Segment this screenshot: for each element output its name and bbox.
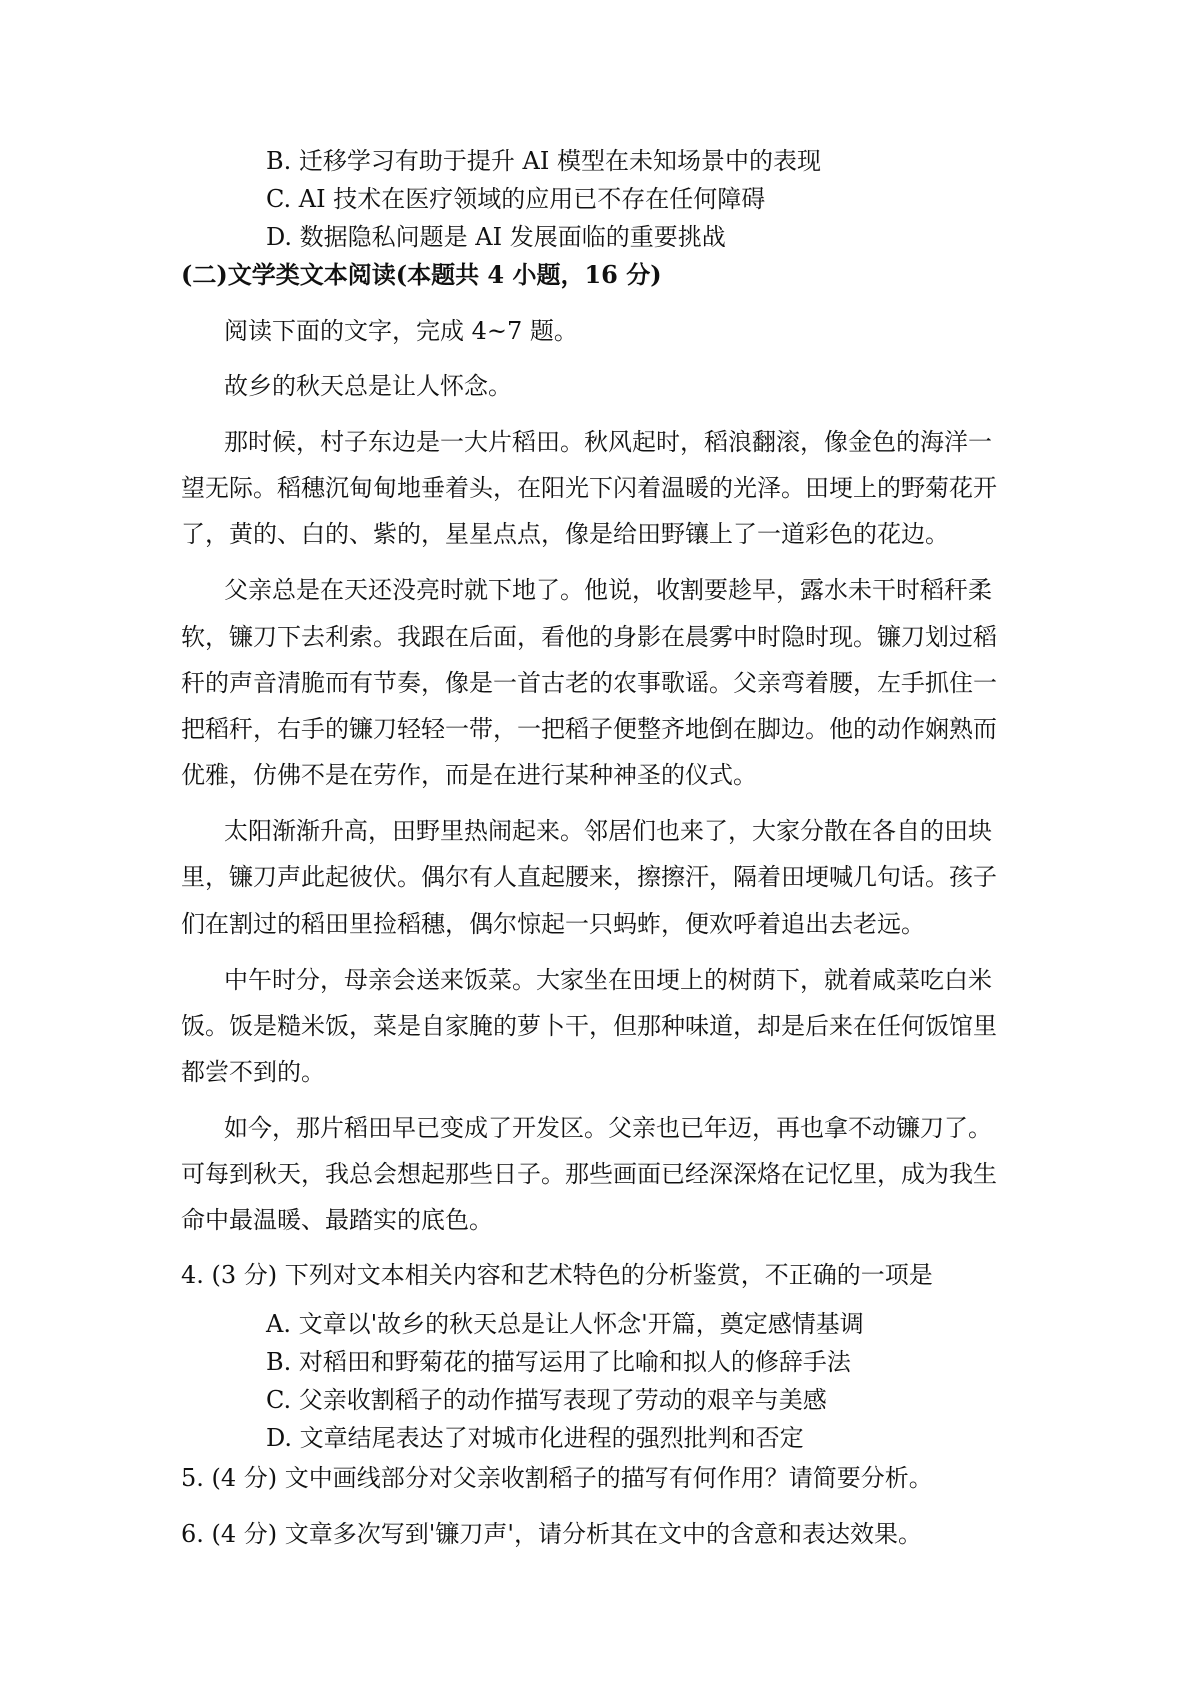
passage-p6-line1: 如今，那片稻田早已变成了开发区。父亲也已年迈，再也拿不动镰刀了。 — [224, 1114, 992, 1142]
question-4-option-d: D. 文章结尾表达了对城市化进程的强烈批判和否定 — [266, 1424, 804, 1452]
question-5-stem: 5. (4 分) 文中画线部分对父亲收割稻子的描写有何作用？请简要分析。 — [181, 1464, 933, 1492]
passage-p5-line1: 中午时分，母亲会送来饭菜。大家坐在田埂上的树荫下，就着咸菜吃白米 — [224, 966, 992, 994]
option-d-prev: D. 数据隐私问题是 AI 发展面临的重要挑战 — [266, 223, 726, 251]
passage-p2-line3: 了，黄的、白的、紫的，星星点点，像是给田野镶上了一道彩色的花边。 — [181, 520, 949, 548]
passage-p6-line3: 命中最温暖、最踏实的底色。 — [181, 1206, 493, 1234]
passage-p3-line4: 把稻秆，右手的镰刀轻轻一带，一把稻子便整齐地倒在脚边。他的动作娴熟而 — [181, 715, 997, 743]
passage-p2-line1: 那时候，村子东边是一大片稻田。秋风起时，稻浪翻滚，像金色的海洋一 — [224, 428, 992, 456]
question-4-option-b: B. 对稻田和野菊花的描写运用了比喻和拟人的修辞手法 — [266, 1348, 851, 1376]
section-heading: (二)文学类文本阅读(本题共 4 小题，16 分) — [181, 260, 662, 289]
passage-p2-line2: 望无际。稻穗沉甸甸地垂着头，在阳光下闪着温暖的光泽。田埂上的野菊花开 — [181, 474, 997, 502]
reading-instruction: 阅读下面的文字，完成 4~7 题。 — [224, 317, 578, 345]
question-4-stem: 4. (3 分) 下列对文本相关内容和艺术特色的分析鉴赏，不正确的一项是 — [181, 1261, 933, 1289]
question-4-option-c: C. 父亲收割稻子的动作描写表现了劳动的艰辛与美感 — [266, 1386, 827, 1414]
passage-p6-line2: 可每到秋天，我总会想起那些日子。那些画面已经深深烙在记忆里，成为我生 — [181, 1160, 997, 1188]
passage-p3-line2: 软，镰刀下去利索。我跟在后面，看他的身影在晨雾中时隐时现。镰刀划过稻 — [181, 623, 997, 651]
passage-p4-line2: 里，镰刀声此起彼伏。偶尔有人直起腰来，擦擦汗，隔着田埂喊几句话。孩子 — [181, 863, 997, 891]
option-c-prev: C. AI 技术在医疗领域的应用已不存在任何障碍 — [266, 185, 766, 213]
passage-p4-line1: 太阳渐渐升高，田野里热闹起来。邻居们也来了，大家分散在各自的田块 — [224, 817, 992, 845]
passage-p4-line3: 们在割过的稻田里捡稻穗，偶尔惊起一只蚂蚱，便欢呼着追出去老远。 — [181, 910, 925, 938]
passage-p5-line2: 饭。饭是糙米饭，菜是自家腌的萝卜干，但那种味道，却是后来在任何饭馆里 — [181, 1012, 997, 1040]
question-6-stem: 6. (4 分) 文章多次写到'镰刀声'，请分析其在文中的含意和表达效果。 — [181, 1520, 922, 1548]
passage-p3-line3: 秆的声音清脆而有节奏，像是一首古老的农事歌谣。父亲弯着腰，左手抓住一 — [181, 669, 997, 697]
passage-p5-line3: 都尝不到的。 — [181, 1058, 325, 1086]
passage-p3-line5: 优雅，仿佛不是在劳作，而是在进行某种神圣的仪式。 — [181, 761, 757, 789]
passage-p3-line1: 父亲总是在天还没亮时就下地了。他说，收割要趁早，露水未干时稻秆柔 — [224, 576, 992, 604]
passage-p1-line1: 故乡的秋天总是让人怀念。 — [224, 372, 512, 400]
question-4-option-a: A. 文章以'故乡的秋天总是让人怀念'开篇，奠定感情基调 — [266, 1310, 864, 1338]
option-b-prev: B. 迁移学习有助于提升 AI 模型在未知场景中的表现 — [266, 147, 821, 175]
